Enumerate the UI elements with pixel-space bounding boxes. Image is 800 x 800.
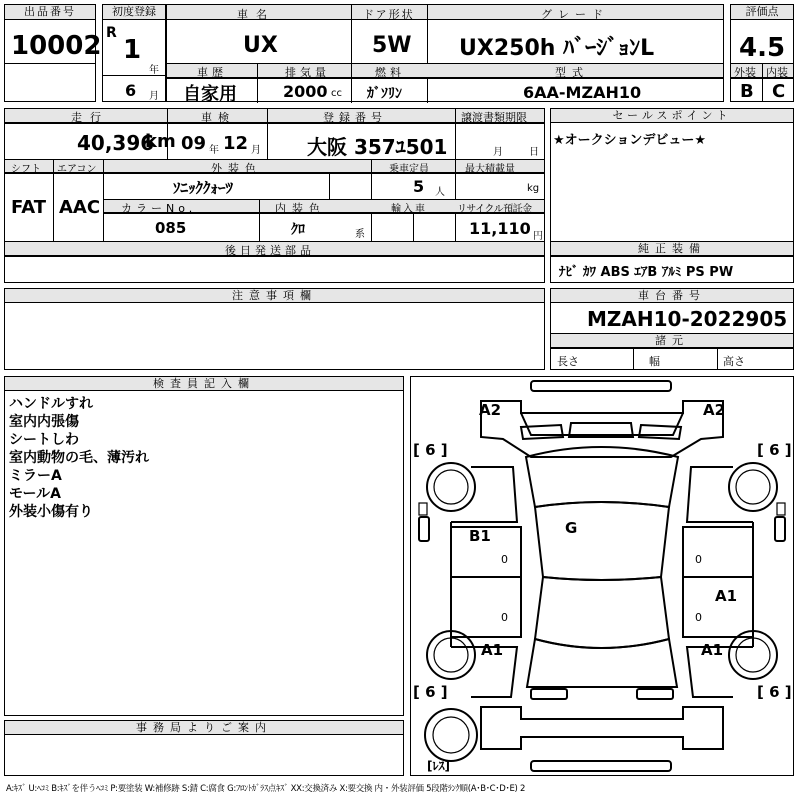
score: 4.5 [739,33,786,63]
mark-left-door: B1 [469,527,491,545]
inspector-notes-list [9,395,149,521]
first-registration-label: 初度登録 [103,5,165,20]
displacement-label: 排気量 [285,66,330,79]
later-parts-label: 後日発送部品 [225,244,315,257]
mark-right-quarter: A1 [701,641,724,659]
inspection-month: 12 [223,133,249,154]
recycle-label: リサイクル預託金 [457,204,532,215]
sales-point-text: ★オークションデビュー★ [553,133,707,148]
mark-front-left: A2 [479,401,502,419]
notes-box [4,288,545,370]
inspection-year: 09 [181,133,207,154]
sales-point-box [550,108,794,283]
interior-label: 内装 [766,66,788,79]
damage-diagram-box [410,376,794,776]
month-unit: 月 [149,91,159,102]
tire-rear-left: [ 6 ] [413,683,448,701]
era: R [106,25,117,41]
grade: UX250h ﾊﾞｰｼﾞｮﾝL [459,36,655,61]
car-name: UX [243,33,278,58]
car-diagram [411,377,793,775]
color-number: 085 [155,219,187,237]
legend: A:ｷｽﾞ U:ﾍｺﾐ B:ｷｽﾞを伴うﾍｺﾐ P:要塗装 W:補修跡 S:錆 C:腐食 G:ﾌﾛﾝﾄｶﾞﾗｽ点ｷｽﾞ XX:交換済み X:要交換 内・外装評価 5段階ﾗﾝｸ順(A･B･C･D･E) 2 [6,784,526,794]
transfer-month-unit: 月 [493,147,503,158]
model-label: 型式 [555,66,589,79]
transfer-day-unit: 日 [529,147,539,158]
fuel-label: 燃料 [375,66,405,79]
ext-color-label: 外装色 [211,162,262,175]
car-name-label: 車名 [237,8,275,21]
car-info-box [166,4,724,105]
door-label: ドア形状 [363,8,415,21]
chassis-label: 車台番号 [551,289,793,303]
ac-label: エアコン [57,164,97,175]
inspector-note: 室内動物の毛、薄汚れ [9,450,149,466]
inspection-year-unit: 年 [209,145,219,156]
mark-right-rear-door: A1 [715,587,738,605]
chassis-box [550,288,794,370]
displacement: 2000 [283,82,328,101]
office-notice-label: 事務局よりご案内 [5,721,403,735]
mileage-label: 走行 [71,111,109,124]
mileage-unit: km [145,131,176,152]
office-notice-box [4,720,404,776]
mark-left-quarter: A1 [481,641,504,659]
left-front-value: 0 [501,553,508,566]
car-history: 自家用 [183,84,237,105]
inspector-notes-label: 検査員記入欄 [5,377,403,391]
inspector-note: モールA [9,486,61,502]
year-unit: 年 [149,65,159,76]
recycle-deposit: 11,110 [469,219,531,238]
score-box [730,4,794,102]
exterior-color: ｿﾆｯｸｸｫｰﾂ [173,179,234,197]
inspection-month-unit: 月 [251,145,261,156]
capacity: 5 [413,177,425,196]
exterior-grade: B [740,81,754,102]
length-label: 長さ [557,355,579,368]
chassis-number: MZAH10-2022905 [587,307,788,331]
registration-year: 1 [123,35,142,65]
mark-front-right: A2 [703,401,726,419]
mark-roof: G [565,519,578,537]
inspector-note: 外装小傷有り [9,504,93,520]
interior-grade: C [772,81,786,102]
air-conditioner: AAC [59,197,101,218]
details-box [4,108,545,283]
inspection-label: 車検 [201,111,235,124]
tire-front-right: [ 6 ] [757,441,792,459]
specs-label: 諸元 [551,334,793,348]
displacement-unit: cc [331,88,342,99]
transfer-label: 譲渡書類期限 [461,111,527,124]
height-label: 高さ [723,355,745,368]
lot-number-label: 出品番号 [5,5,95,20]
reg-number-label: 登録番号 [323,111,387,124]
right-rear-value: 0 [695,611,702,624]
spare-tire: [ﾚｽ] [427,759,450,773]
registration-number: 大阪 357ﾕ501 [307,135,448,159]
color-number-label: カラーNo. [121,202,197,215]
exterior-label: 外装 [734,66,756,79]
lot-number: 10002 [11,31,102,61]
registration-month: 6 [125,81,137,100]
mileage: 40,396 [77,131,155,155]
inspector-notes-box [4,376,404,716]
lot-number-box [4,4,102,102]
inspector-note: ハンドルすれ [9,396,93,412]
score-label: 評価点 [731,5,793,20]
left-rear-value: 0 [501,611,508,624]
door-type: 5W [372,33,412,58]
grade-label: グレード [541,8,609,21]
history-label: 車歴 [197,66,227,79]
equipment-label: 純正装備 [551,242,793,256]
inspector-note: ミラーA [9,468,62,484]
inspector-note: シートしわ [9,432,79,448]
fuel: ｶﾞｿﾘﾝ [367,86,402,102]
right-front-value: 0 [695,553,702,566]
capacity-unit: 人 [435,187,445,198]
interior-color: ｸﾛ [291,222,305,238]
tire-front-left: [ 6 ] [413,441,448,459]
tire-rear-right: [ 6 ] [757,683,792,701]
capacity-label: 乗車定員 [389,164,429,175]
max-load-unit: kg [527,183,540,194]
shift: FAT [11,197,47,218]
int-color-label: 内装色 [275,202,326,215]
recycle-unit: 円 [533,231,543,242]
first-registration-box [102,4,166,102]
max-load-label: 最大積載量 [465,164,515,175]
import-label: 輸入車 [391,204,427,215]
shift-label: シフト [11,164,41,175]
notes-label: 注意事項欄 [5,289,544,303]
interior-color-suffix: 系 [355,229,365,240]
model: 6AA-MZAH10 [523,83,642,102]
equipment-items: ﾅﾋﾞ ｶﾜ ABS ｴｱB ｱﾙﾐ PS PW [559,265,734,280]
width-label: 幅 [649,355,660,368]
inspector-note: 室内内張傷 [9,414,79,430]
sales-point-label: セールスポイント [551,109,793,123]
